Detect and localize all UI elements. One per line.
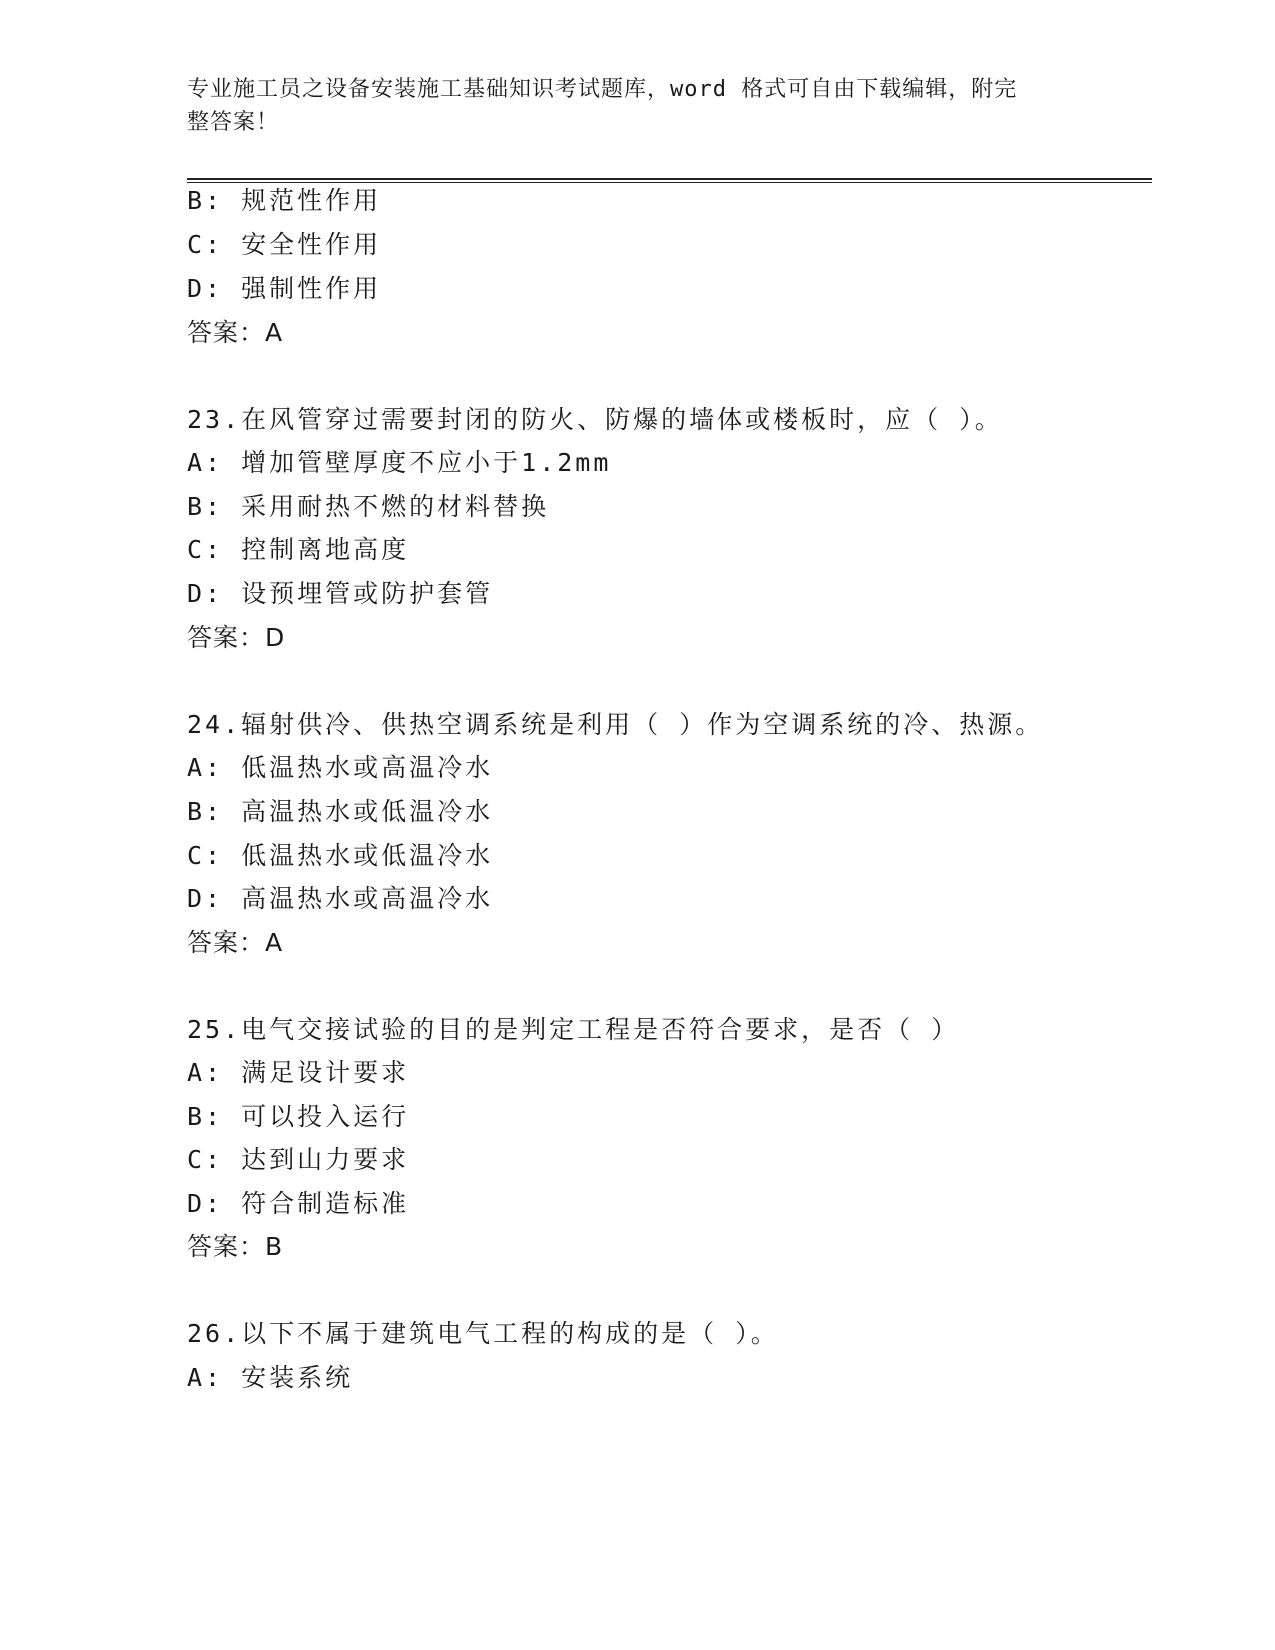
option-d: D: 强制性作用 bbox=[187, 274, 382, 303]
answer-line: 答案：B bbox=[187, 1232, 284, 1261]
option-c: C: 达到山力要求 bbox=[187, 1145, 410, 1174]
option-a: A: 增加管壁厚度不应小于1.2mm bbox=[187, 448, 612, 477]
answer-line: 答案：A bbox=[187, 928, 284, 957]
option-b: B: 采用耐热不燃的材料替换 bbox=[187, 492, 550, 521]
option-d: D: 高温热水或高温冷水 bbox=[187, 884, 494, 913]
option-c: C: 控制离地高度 bbox=[187, 535, 410, 564]
answer-line: 答案：A bbox=[187, 318, 284, 347]
question-stem: 25.电气交接试验的目的是判定工程是否符合要求，是否（ ） bbox=[187, 1015, 960, 1044]
option-c: C: 安全性作用 bbox=[187, 230, 382, 259]
option-c: C: 低温热水或低温冷水 bbox=[187, 841, 494, 870]
page-header: 专业施工员之设备安装施工基础知识考试题库，word 格式可自由下载编辑，附完 整答案！ bbox=[187, 77, 1018, 135]
option-a: A: 满足设计要求 bbox=[187, 1058, 410, 1087]
option-b: B: 高温热水或低温冷水 bbox=[187, 797, 494, 826]
question-stem: 24.辐射供冷、供热空调系统是利用（ ）作为空调系统的冷、热源。 bbox=[187, 710, 1044, 739]
option-b: B: 可以投入运行 bbox=[187, 1102, 410, 1131]
option-a: A: 低温热水或高温冷水 bbox=[187, 753, 494, 782]
answer-line: 答案：D bbox=[187, 623, 286, 652]
question-stem: 23.在风管穿过需要封闭的防火、防爆的墙体或楼板时，应（ ）。 bbox=[187, 405, 1003, 434]
header-divider-thick bbox=[187, 178, 1152, 180]
option-d: D: 设预埋管或防护套管 bbox=[187, 579, 494, 608]
option-d: D: 符合制造标准 bbox=[187, 1189, 410, 1218]
option-b: B: 规范性作用 bbox=[187, 186, 382, 215]
option-a: A: 安装系统 bbox=[187, 1363, 354, 1392]
question-stem: 26.以下不属于建筑电气工程的构成的是（ ）。 bbox=[187, 1319, 779, 1348]
